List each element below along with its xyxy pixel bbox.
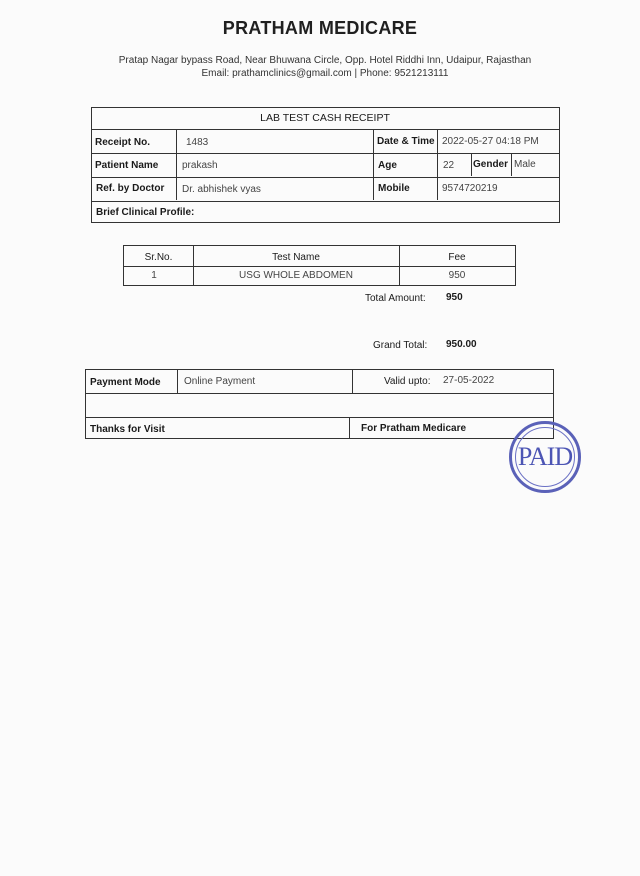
- age-value: 22: [443, 160, 455, 171]
- clinic-name: PRATHAM MEDICARE: [222, 18, 418, 38]
- patient-label: Patient Name: [95, 160, 159, 171]
- payment-table: [85, 369, 554, 439]
- clinic-address-block: [0, 54, 640, 80]
- receipt-no-value: 1483: [186, 137, 209, 148]
- doctor-value: Dr. abhishek vyas: [182, 184, 261, 195]
- receipt-no-label: Receipt No.: [95, 137, 151, 148]
- gender-value: Male: [514, 159, 536, 170]
- valid-upto-label: Valid upto:: [384, 376, 431, 387]
- payment-mode-label: Payment Mode: [90, 377, 161, 388]
- grand-total-label: Grand Total:: [373, 340, 428, 351]
- doctor-label: Ref. by Doctor: [96, 183, 165, 194]
- paid-stamp: [509, 421, 581, 493]
- gender-label: Gender: [473, 159, 509, 170]
- payment-mode-value: Online Payment: [184, 376, 256, 387]
- datetime-value: 2022-05-27 04:18 PM: [442, 136, 539, 147]
- col-header-test-name: Test Name: [272, 252, 320, 263]
- tests-table: [123, 245, 516, 286]
- grand-total-value: 950.00: [446, 339, 477, 350]
- receipt-info-table: [91, 107, 560, 223]
- clinic-address: Pratap Nagar bypass Road, Near Bhuwana Circle, Opp. Hotel Riddhi Inn, Udaipur, Rajasthan: [118, 55, 532, 66]
- col-header-fee: Fee: [448, 252, 466, 263]
- table-row-test-name: USG WHOLE ABDOMEN: [239, 270, 353, 281]
- receipt-title: LAB TEST CASH RECEIPT: [260, 112, 390, 124]
- mobile-value: 9574720219: [442, 183, 498, 194]
- total-amount-value: 950: [446, 292, 463, 303]
- for-clinic-text: For Pratham Medicare: [361, 423, 467, 434]
- col-header-srno: Sr.No.: [144, 252, 173, 263]
- age-label: Age: [378, 160, 397, 171]
- patient-value: prakash: [182, 160, 218, 171]
- mobile-label: Mobile: [378, 183, 410, 194]
- valid-upto-value: 27-05-2022: [443, 375, 495, 386]
- table-row-srno: 1: [151, 270, 157, 281]
- paid-stamp-text: PAID: [515, 427, 575, 487]
- thanks-text: Thanks for Visit: [90, 424, 165, 435]
- clinic-contact: Email: prathamclinics@gmail.com | Phone: 9521213111: [201, 68, 449, 79]
- table-row-fee: 950: [448, 270, 466, 281]
- clinical-profile-label: Brief Clinical Profile:: [96, 207, 195, 218]
- total-amount-label: Total Amount:: [365, 293, 426, 304]
- datetime-label: Date & Time: [377, 136, 435, 147]
